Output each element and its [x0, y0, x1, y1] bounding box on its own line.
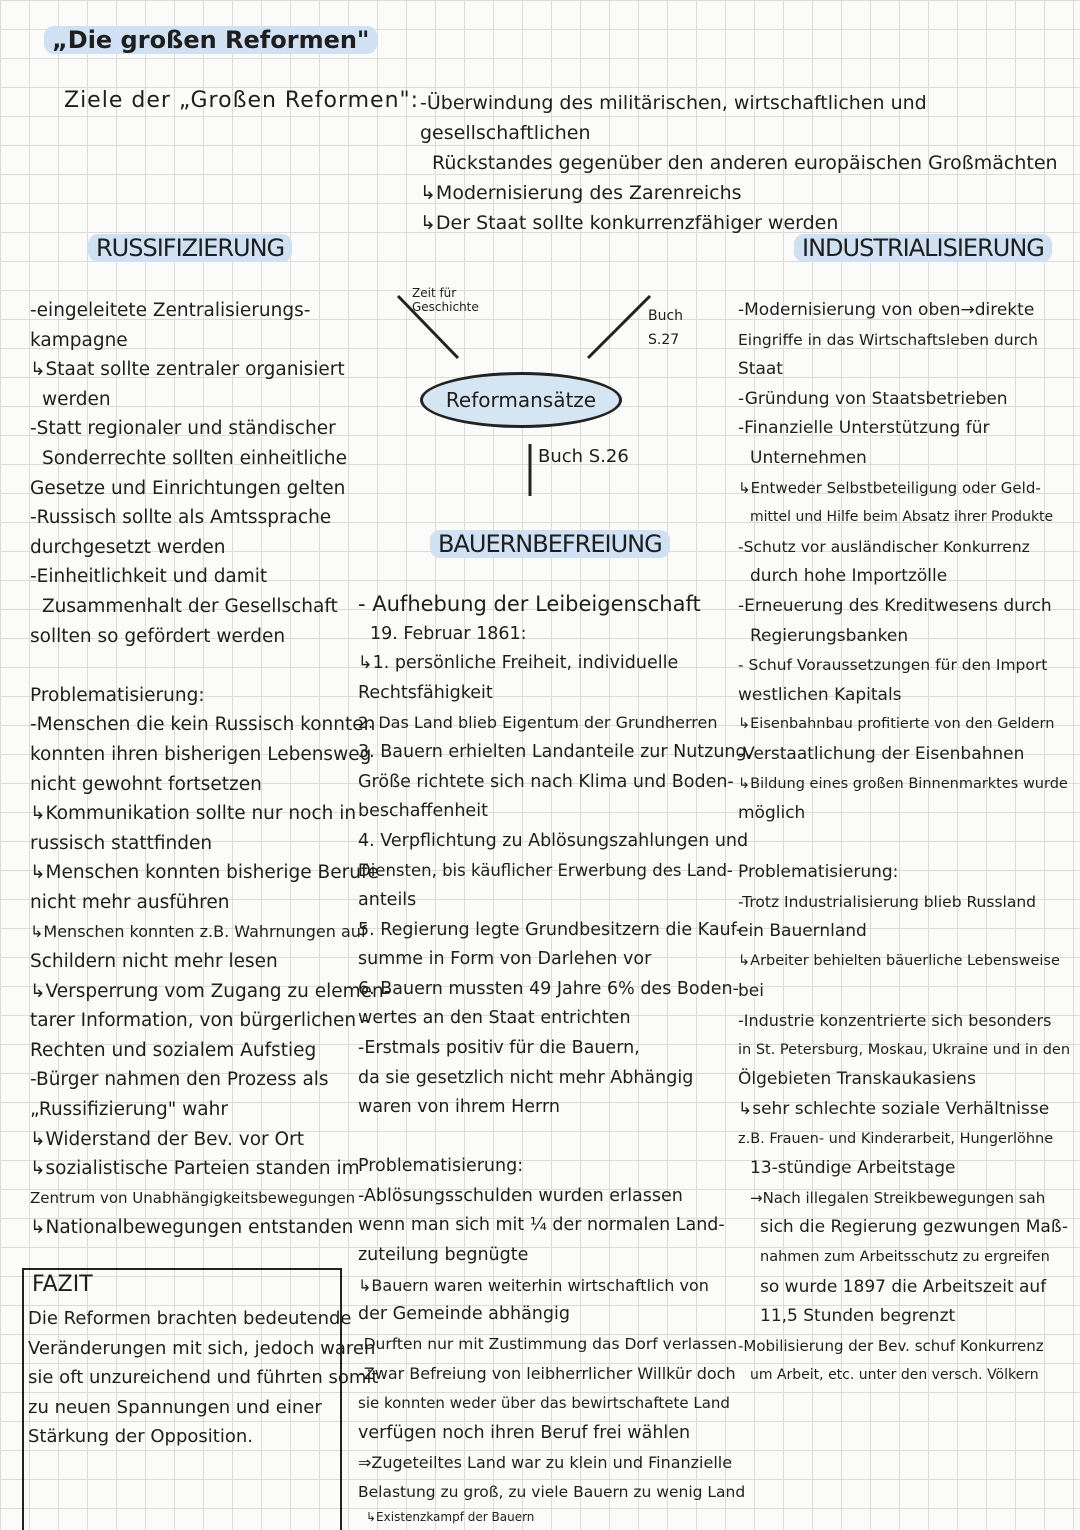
text-line: ↳1. persönliche Freiheit, individuelle: [358, 653, 679, 674]
text-line: um Arbeit, etc. unter den versch. Völkern: [750, 1367, 1039, 1384]
text-line: ↳Staat sollte zentraler organisiert: [30, 359, 345, 381]
text-line: ↳sehr schlechte soziale Verhältnisse: [738, 1099, 1050, 1120]
text-line: 19. Februar 1861:: [370, 623, 527, 644]
text-line: Eingriffe in das Wirtschaftsleben durch: [738, 330, 1038, 349]
text-line: - Schuf Voraussetzungen für den Import: [738, 656, 1048, 675]
text-line: -Schutz vor ausländischer Konkurrenz: [738, 537, 1030, 556]
text-line: -Industrie konzentrierte sich besonders: [738, 1011, 1052, 1031]
text-line: -Mobilisierung der Bev. schuf Konkurrenz: [738, 1336, 1044, 1355]
text-line: ↳Nationalbewegungen entstanden: [30, 1217, 354, 1239]
zeit-label: Zeit für Geschichte: [412, 286, 479, 314]
text-line: -eingeleitete Zentralisierungs-: [30, 300, 311, 321]
text-line: waren von ihrem Herrn: [358, 1097, 560, 1118]
text-line: ↳Menschen konnten bisherige Berufe: [30, 862, 379, 884]
text-line: Zusammenhalt der Gesellschaft: [42, 595, 338, 617]
goals-label: Ziele der „Großen Reformen":: [64, 88, 420, 113]
text-line: tarer Information, von bürgerlichen -: [30, 1010, 369, 1032]
text-line: Diensten, bis käuflicher Erwerbung des Land-: [358, 861, 733, 881]
text-line: ↳Kommunikation sollte nur noch in: [30, 803, 357, 825]
text-line: durchgesetzt werden: [30, 536, 226, 558]
text-line: sie konnten weder über das bewirtschaftete Land: [358, 1394, 730, 1413]
text-line: bei: [738, 980, 764, 1001]
text-line: Rechtsfähigkeit: [358, 682, 493, 703]
text-line: -Menschen die kein Russisch konnten: [30, 714, 376, 736]
text-line: -Erneuerung des Kreditwesens durch: [738, 595, 1052, 616]
text-line: -Gründung von Staatsbetrieben: [738, 388, 1008, 409]
text-line: „Russifizierung" wahr: [30, 1099, 228, 1121]
text-line: -Zwar Befreiung von leibherrlicher Willkür doch: [358, 1364, 736, 1384]
text-line: -Russisch sollte als Amtssprache: [30, 507, 332, 529]
text-line: 4. Verpflichtung zu Ablösungszahlungen und: [358, 830, 749, 851]
fazit-text: [28, 1304, 378, 1452]
footnote: ↳Existenzkampf der Bauern: [366, 1510, 535, 1524]
text-line: ↳Eisenbahnbau profitierte von den Geldern: [738, 716, 1055, 733]
russ-heading: RUSSIFIZIERUNG: [88, 234, 292, 262]
text-line: ↳Entweder Selbstbeteiligung oder Geld-: [738, 478, 1041, 497]
bauern-column: [358, 590, 752, 1507]
bauern-heading: BAUERNBEFREIUNG: [430, 530, 670, 558]
text-line: -Verstaatlichung der Eisenbahnen: [738, 743, 1025, 764]
goal-line: Rückstandes gegenüber den anderen europäischen Großmächten: [432, 152, 1058, 174]
text-line: Veränderungen mit sich, jedoch waren: [28, 1337, 376, 1359]
text-line: 6. Bauern mussten 49 Jahre 6% des Boden-: [358, 978, 739, 999]
text-line: durch hohe Importzölle: [750, 566, 948, 587]
text-line: summe in Form von Darlehen vor: [358, 949, 652, 970]
text-line: nicht mehr ausführen: [30, 891, 230, 913]
goal-line: -Überwindung des militärischen, wirtschaftlichen und gesellschaftlichen: [420, 92, 927, 144]
goal-line: ↳Modernisierung des Zarenreichs: [420, 182, 742, 204]
text-line: - Aufhebung der Leibeigenschaft: [358, 592, 701, 616]
text-line: Zentrum von Unabhängigkeitsbewegungen: [30, 1188, 356, 1207]
text-line: Staat: [738, 359, 783, 380]
text-line: ↳sozialistische Parteien standen im: [30, 1158, 360, 1180]
text-line: nicht gewohnt fortsetzen: [30, 773, 262, 795]
text-line: zu neuen Spannungen und einer: [28, 1396, 322, 1418]
text-line: 3. Bauern erhielten Landanteile zur Nutzung,: [358, 741, 753, 762]
text-line: -Bürger nahmen den Prozess als: [30, 1069, 329, 1091]
text-line: ↳Widerstand der Bev. vor Ort: [30, 1128, 304, 1150]
text-line: ein Bauernland: [738, 921, 867, 942]
text-line: Größe richtete sich nach Klima und Boden-: [358, 771, 734, 792]
text-line: 2. Das Land blieb Eigentum der Grundherren: [358, 713, 718, 733]
fazit-heading: FAZIT: [32, 1272, 93, 1297]
text-line: wertes an den Staat entrichten: [358, 1008, 631, 1029]
text-line: Problematisierung:: [738, 862, 899, 883]
page-title: „Die großen Reformen": [44, 26, 377, 54]
text-line: verfügen noch ihren Beruf frei wählen: [358, 1422, 691, 1443]
text-line: ↳Arbeiter behielten bäuerliche Lebensweise: [738, 953, 1060, 970]
text-line: Rechten und sozialem Aufstieg: [30, 1039, 317, 1061]
text-line: beschaffenheit: [358, 801, 488, 822]
text-line: in St. Petersburg, Moskau, Ukraine und in den: [738, 1041, 1071, 1058]
buch-s26-label: Buch S.26: [538, 446, 629, 467]
text-line: ↳Bildung eines großen Binnenmarktes wurde: [738, 775, 1068, 792]
text-line: -Modernisierung von oben→direkte: [738, 300, 1035, 320]
text-line: wenn man sich mit ¼ der normalen Land-: [358, 1215, 725, 1236]
text-line: -Einheitlichkeit und damit: [30, 566, 268, 588]
text-line: ↳Bauern waren weiterhin wirtschaftlich von: [358, 1275, 709, 1295]
text-line: konnten ihren bisherigen Lebensweg: [30, 743, 372, 765]
connector-buch-27: [588, 296, 650, 358]
text-line: Sonderrechte sollten einheitliche: [42, 447, 347, 469]
text-line: Die Reformen brachten bedeutende: [28, 1308, 352, 1329]
text-line: Stärkung der Opposition.: [28, 1426, 253, 1448]
text-line: der Gemeinde abhängig: [358, 1304, 570, 1325]
text-line: sie oft unzureichend und führten somit: [28, 1367, 379, 1389]
text-line: westlichen Kapitals: [738, 684, 902, 705]
text-line: Problematisierung:: [30, 684, 205, 706]
buch-s27-label: Buch S.27: [648, 308, 684, 348]
text-line: Problematisierung:: [358, 1156, 524, 1177]
text-line: [358, 1123, 752, 1153]
russ-column: [30, 296, 390, 1243]
text-line: sich die Regierung gezwungen Maß-: [760, 1217, 1068, 1238]
indus-heading: INDUSTRIALISIERUNG: [794, 234, 1052, 262]
text-line: ↳Menschen konnten z.B. Wahrnungen auf: [30, 922, 367, 942]
text-line: z.B. Frauen- und Kinderarbeit, Hungerlöhne: [738, 1130, 1054, 1147]
text-line: kampagne: [30, 329, 128, 351]
text-line: Schildern nicht mehr lesen: [30, 951, 278, 973]
text-line: werden: [42, 388, 111, 410]
text-line: zuteilung begnügte: [358, 1245, 529, 1266]
text-line: -Erstmals positiv für die Bauern,: [358, 1037, 640, 1058]
text-line: da sie gesetzlich nicht mehr Abhängig: [358, 1067, 694, 1088]
text-line: [738, 829, 1070, 859]
text-line: sollten so gefördert werden: [30, 625, 286, 647]
indus-column: [738, 296, 1070, 1391]
text-line: Ölgebieten Transkaukasiens: [738, 1069, 976, 1090]
text-line: so wurde 1897 die Arbeitszeit auf: [760, 1276, 1047, 1297]
text-line: 5. Regierung legte Grundbesitzern die Kauf-: [358, 919, 743, 940]
text-line: Unternehmen: [750, 447, 867, 468]
text-line: [30, 651, 390, 681]
text-line: ↳Versperrung vom Zugang zu elemen-: [30, 980, 391, 1002]
text-line: russisch stattfinden: [30, 832, 213, 854]
text-line: Regierungsbanken: [750, 625, 909, 646]
text-line: -Trotz Industrialisierung blieb Russland: [738, 892, 1036, 911]
text-line: →Nach illegalen Streikbewegungen sah: [750, 1188, 1046, 1207]
text-line: Gesetze und Einrichtungen gelten: [30, 477, 346, 499]
text-line: nahmen zum Arbeitsschutz zu ergreifen: [760, 1249, 1050, 1265]
text-line: -Ablösungsschulden wurden erlassen: [358, 1185, 683, 1206]
text-line: anteils: [358, 889, 417, 910]
text-line: -Statt regionaler und ständischer: [30, 418, 336, 440]
reformansaetze-oval: Reformansätze: [420, 372, 622, 428]
text-line: ⇒Zugeteiltes Land war zu klein und Finanzielle: [358, 1453, 733, 1473]
goal-line: ↳Der Staat sollte konkurrenzfähiger werden: [420, 212, 839, 234]
text-line: 13-stündige Arbeitstage: [750, 1158, 956, 1179]
text-line: Belastung zu groß, zu viele Bauern zu wenig Land: [358, 1482, 746, 1501]
text-line: mittel und Hilfe beim Absatz ihrer Produkte: [750, 509, 1054, 526]
text-line: 11,5 Stunden begrenzt: [760, 1306, 956, 1327]
text-line: möglich: [738, 803, 806, 824]
text-line: -Finanzielle Unterstützung für: [738, 418, 990, 439]
text-line: -Durften nur mit Zustimmung das Dorf verlassen: [358, 1334, 738, 1353]
